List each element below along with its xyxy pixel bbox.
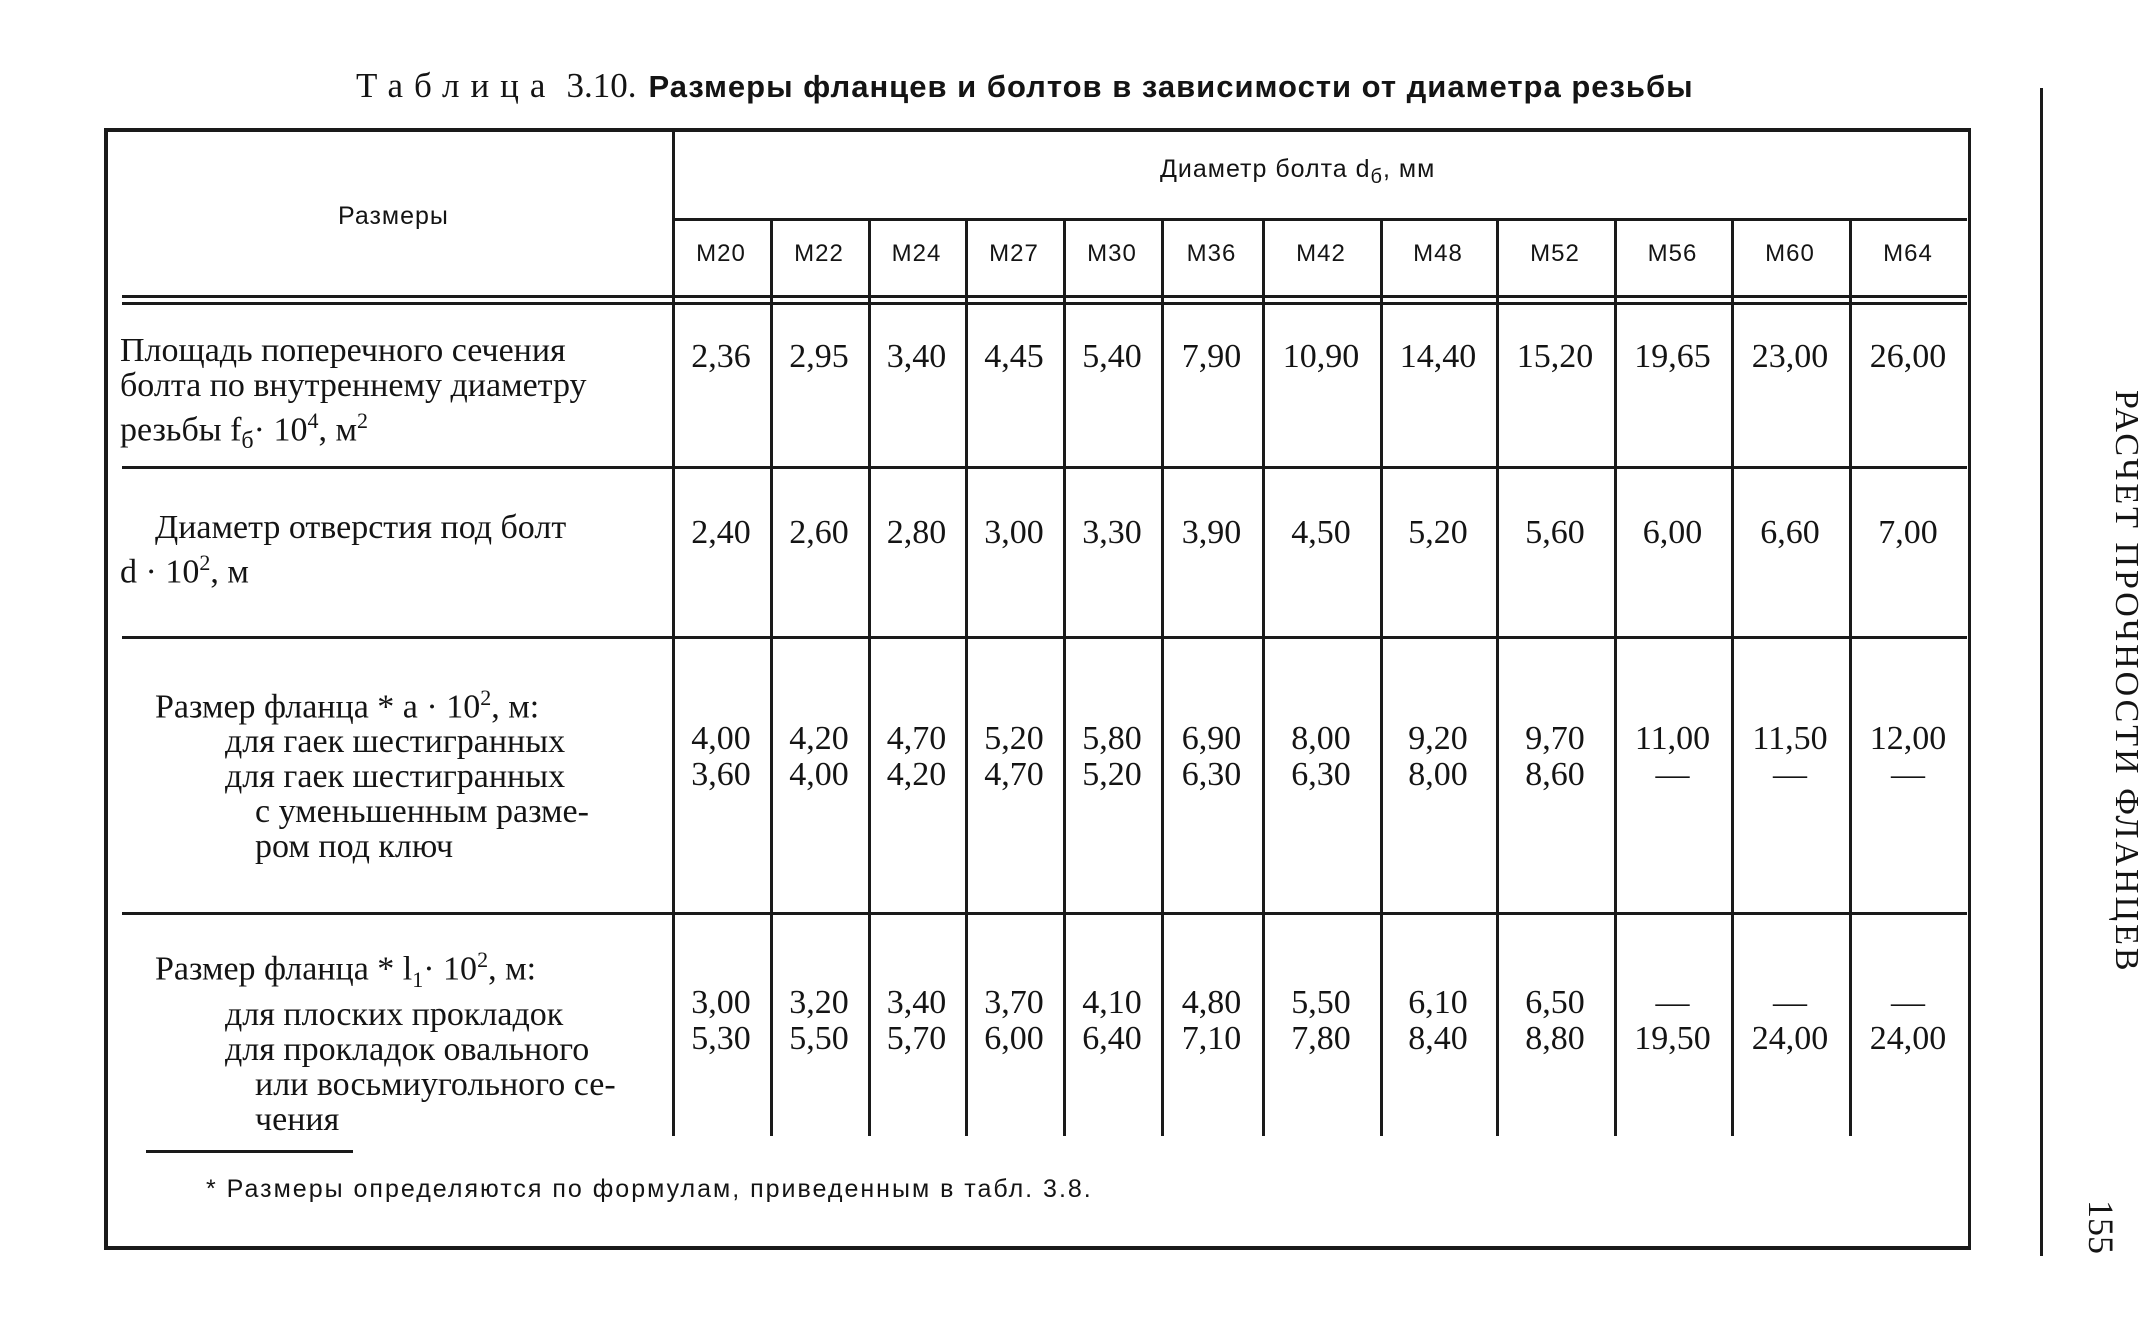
- head-sup: 2: [480, 685, 492, 710]
- table-cell: 19,50: [1634, 1020, 1711, 1057]
- table-cell: 3,30: [1082, 514, 1142, 551]
- table-cell: 2,80: [886, 514, 947, 551]
- table-cell: 4,70: [984, 756, 1044, 793]
- head-unit: , м:: [491, 688, 540, 726]
- formula-text: резьбы f: [120, 411, 242, 449]
- row-divider: [122, 466, 1967, 469]
- row-label-line: Диаметр отверстия под болт: [155, 509, 567, 546]
- row-label-head: [155, 942, 665, 997]
- row-divider: [122, 636, 1967, 639]
- column-header: М20: [696, 240, 746, 267]
- table-cell: 7,10: [1181, 1020, 1242, 1057]
- table-cell: 5,40: [1082, 338, 1142, 375]
- table-cell: 2,95: [789, 338, 849, 375]
- table-cell: —: [1773, 984, 1807, 1021]
- table-cell: 11,00: [1634, 720, 1711, 757]
- table-cell: 5,30: [691, 1020, 751, 1057]
- table-cell: 7,80: [1291, 1020, 1351, 1057]
- row-sub-label: для гаек шестигранных: [225, 723, 566, 761]
- table-cell: —: [1773, 756, 1807, 793]
- header-group-rule: [672, 218, 1967, 221]
- table-cell: 24,00: [1869, 1020, 1947, 1057]
- caption-number: 3.10.: [566, 66, 637, 105]
- header-bolt-diameter: [1160, 155, 1435, 189]
- row-divider: [122, 912, 1967, 915]
- table-cell: 3,40: [886, 338, 947, 375]
- footnote: * Размеры определяются по формулам, приведенным в табл. 3.8.: [206, 1175, 1093, 1203]
- column-header: М48: [1413, 240, 1463, 267]
- table-cell: 3,90: [1181, 514, 1242, 551]
- row-sub-label: для прокладок овального: [225, 1031, 590, 1069]
- table-cell: 5,60: [1525, 514, 1585, 551]
- table-cell: 5,20: [984, 720, 1044, 757]
- column-header: М24: [891, 240, 942, 267]
- table-cell: —: [1891, 984, 1925, 1021]
- header-group-text: Диаметр болта d: [1160, 155, 1371, 183]
- row-flange-l-label: [155, 942, 665, 1137]
- table-cell: 23,00: [1751, 338, 1829, 375]
- table-cell: 7,00: [1878, 514, 1938, 551]
- table-cell: 15,20: [1516, 338, 1594, 375]
- table-cell: 4,00: [789, 756, 849, 793]
- column-header: М42: [1296, 240, 1346, 267]
- table-cell: 3,40: [886, 984, 947, 1021]
- row-hole-diameter-label: [120, 510, 660, 589]
- page-number: 155: [2081, 1200, 2121, 1254]
- table-cell: 12,00: [1869, 720, 1947, 757]
- caption-lead: Таблица: [356, 66, 557, 105]
- column-header: М52: [1530, 240, 1580, 267]
- head-rest: · 10: [423, 950, 478, 988]
- row-sub-label: чения: [255, 1101, 340, 1139]
- running-title: РАСЧЕТ ПРОЧНОСТИ ФЛАНЦЕВ: [2108, 390, 2145, 974]
- column-header: М56: [1647, 240, 1698, 267]
- header-bottom-rule: [122, 302, 1967, 305]
- row-cross-section-label: [120, 333, 660, 459]
- table-cell: —: [1891, 756, 1925, 793]
- head-text: Размер фланца * a · 10: [155, 688, 481, 726]
- table-cell: 9,70: [1525, 720, 1585, 757]
- table-cell: 5,80: [1082, 720, 1142, 757]
- table-cell: 4,45: [984, 338, 1044, 375]
- table-cell: 19,65: [1634, 338, 1711, 375]
- table-cell: 10,90: [1282, 338, 1360, 375]
- row-label-line: болта по внутреннему диаметру: [120, 367, 587, 404]
- table-cell: 5,50: [789, 1020, 849, 1057]
- table-cell: 6,00: [1642, 514, 1703, 551]
- row-sub-label: ром под ключ: [255, 828, 454, 866]
- table-cell: 6,30: [1291, 756, 1351, 793]
- row-sub-label: для плоских прокладок: [225, 996, 564, 1034]
- table-cell: 3,20: [789, 984, 849, 1021]
- table-cell: —: [1655, 984, 1690, 1021]
- table-cell: 6,90: [1181, 720, 1242, 757]
- table-cell: 7,90: [1181, 338, 1242, 375]
- header-sizes: Размеры: [338, 202, 449, 230]
- table-cell: 8,80: [1525, 1020, 1585, 1057]
- table-cell: 6,10: [1408, 984, 1468, 1021]
- footnote-rule: [146, 1150, 353, 1153]
- table-cell: 8,60: [1525, 756, 1585, 793]
- formula-text: d · 10: [120, 553, 200, 591]
- table-cell: 4,80: [1181, 984, 1242, 1021]
- head-sup: 2: [477, 947, 489, 972]
- table-cell: 3,00: [691, 984, 751, 1021]
- table-cell: 5,20: [1082, 756, 1142, 793]
- row-label-formula: [120, 545, 660, 589]
- header-group-unit: , мм: [1383, 155, 1436, 183]
- head-unit: , м:: [488, 950, 537, 988]
- row-flange-a-label: [155, 680, 665, 864]
- column-header: М60: [1765, 240, 1815, 267]
- table-cell: 2,60: [789, 514, 849, 551]
- table-cell: 6,40: [1082, 1020, 1142, 1057]
- formula-sub: б: [241, 428, 254, 455]
- column-header: М27: [989, 240, 1039, 267]
- row-label-line: Площадь поперечного сечения: [120, 332, 566, 369]
- table-cell: 4,20: [886, 756, 947, 793]
- table-cell: 8,40: [1408, 1020, 1468, 1057]
- table-caption: [356, 66, 1756, 106]
- table-cell: —: [1655, 756, 1690, 793]
- table-cell: 8,00: [1291, 720, 1351, 757]
- margin-rule: [2040, 88, 2043, 1256]
- header-group-sub: б: [1370, 166, 1384, 188]
- table-cell: 26,00: [1869, 338, 1947, 375]
- table-cell: 2,40: [691, 514, 751, 551]
- row-sub-label: или восьмиугольного се-: [255, 1066, 616, 1104]
- table-cell: 9,20: [1408, 720, 1468, 757]
- table-cell: 5,70: [886, 1020, 947, 1057]
- column-header: М64: [1883, 240, 1933, 267]
- formula-unit-sup: 2: [356, 408, 368, 433]
- row-sub-label: с уменьшенным разме-: [255, 793, 589, 831]
- table-cell: 6,00: [984, 1020, 1044, 1057]
- formula-sup: 2: [199, 550, 211, 575]
- table-cell: 3,00: [984, 514, 1044, 551]
- head-text: Размер фланца * l: [155, 950, 413, 988]
- table-cell: 4,00: [691, 720, 751, 757]
- table-cell: 6,60: [1760, 514, 1820, 551]
- table-cell: 5,50: [1291, 984, 1351, 1021]
- table-cell: 24,00: [1751, 1020, 1829, 1057]
- table-cell: 2,36: [691, 338, 751, 375]
- formula-unit: , м: [318, 411, 357, 449]
- column-header: М36: [1186, 240, 1237, 267]
- header-bottom-rule: [122, 295, 1967, 298]
- table-cell: 8,00: [1408, 756, 1468, 793]
- table-cell: 4,70: [886, 720, 947, 757]
- table-cell: 14,40: [1399, 338, 1477, 375]
- table-cell: 3,60: [691, 756, 751, 793]
- formula-unit: , м: [210, 553, 249, 591]
- caption-title: Размеры фланцев и болтов в зависимости от диаметра резьбы: [648, 69, 1694, 104]
- row-label-formula: [120, 403, 660, 459]
- table-cell: 4,20: [789, 720, 849, 757]
- row-label-head: [155, 680, 665, 724]
- formula-sup: 4: [307, 408, 319, 433]
- column-header: М22: [794, 240, 844, 267]
- table-cell: 6,50: [1525, 984, 1585, 1021]
- head-sub: 1: [412, 967, 424, 993]
- table-cell: 5,20: [1408, 514, 1468, 551]
- table-cell: 6,30: [1181, 756, 1242, 793]
- table-cell: 4,50: [1291, 514, 1351, 551]
- table-cell: 11,50: [1752, 720, 1828, 757]
- formula-rest: · 10: [253, 411, 308, 449]
- table-cell: 4,10: [1082, 984, 1142, 1021]
- row-sub-label: для гаек шестигранных: [225, 758, 566, 796]
- table-cell: 3,70: [984, 984, 1044, 1021]
- column-header: М30: [1087, 240, 1137, 267]
